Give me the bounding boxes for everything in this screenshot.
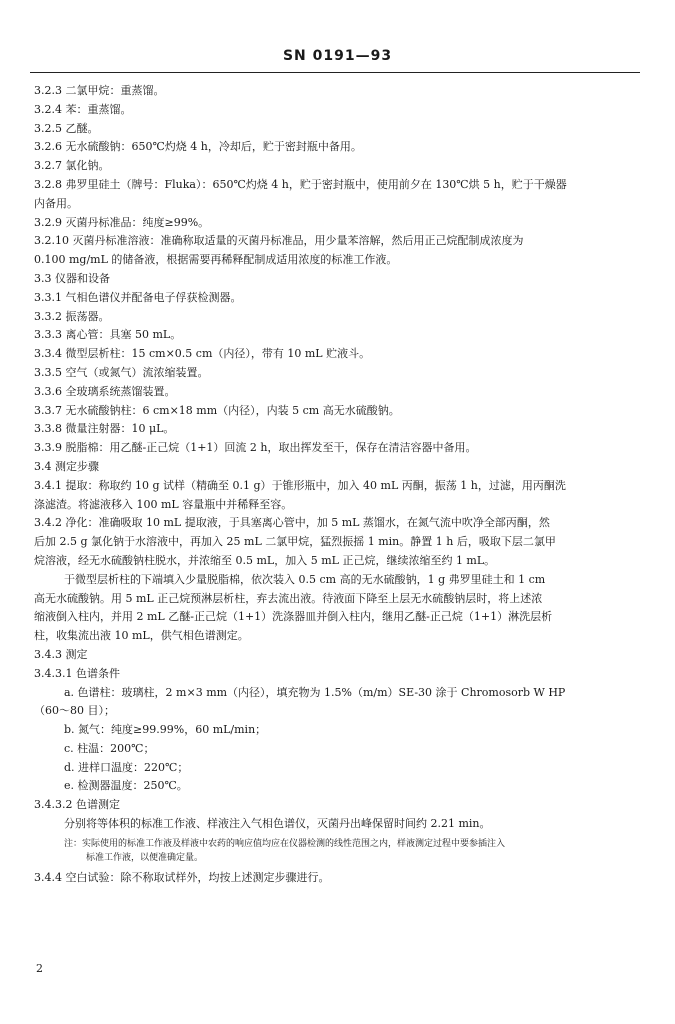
clause-3-3-3: 3.3.3 离心管：具塞 50 mL。 [34,328,182,342]
section-3-3-heading: 3.3 仪器和设备 [34,271,110,285]
clause-3-2-5: 3.2.5 乙醚。 [34,121,99,135]
cleanup-paragraph-cont: 缩液倒入柱内，并用 2 mL 乙醚-正己烷（1+1）洗涤器皿并倒入柱内，继用乙醚-正己烷（1+1）淋洗层析 [34,610,553,624]
condition-d: d. 进样口温度：220℃； [64,760,189,774]
clause-3-4-1: 3.4.1 提取：称取约 10 g 试样（精确至 0.1 g）于锥形瓶中，加入 40 mL 丙酮，振荡 1 h，过滤，用丙酮洗 [34,478,566,492]
clause-3-4-2-cont: 烷溶液，经无水硫酸钠柱脱水，并浓缩至 0.5 mL，加入 5 mL 正己烷，继续浓缩至约 1 mL。 [34,553,496,567]
clause-3-3-1: 3.3.1 气相色谱仪并配备电子俘获检测器。 [34,290,242,304]
clause-3-4-1-cont: 涤滤渣。将滤液移入 100 mL 容量瓶中并稀释至容。 [34,497,293,511]
condition-b: b. 氮气：纯度≥99.99%，60 mL/min； [64,723,267,737]
clause-3-2-3: 3.2.3 二氯甲烷：重蒸馏。 [34,84,165,97]
clause-3-4-2-cont: 后加 2.5 g 氯化钠于水溶液中，再加入 25 mL 二氯甲烷，猛烈振摇 1 min。静置 1 h 后，吸取下层二氯甲 [34,535,556,549]
standard-code-header: SN 0191—93 [282,48,393,64]
clause-3-2-10: 3.2.10 灭菌丹标准溶液：准确称取适量的灭菌丹标准品，用少量苯溶解，然后用正己烷配制成浓度为 [34,234,524,248]
clause-3-4-3-1: 3.4.3.1 色谱条件 [34,666,120,680]
clause-3-2-10-cont: 0.100 mg/mL 的储备液，根据需要再稀释配制成适用浓度的标准工作液。 [34,253,398,267]
clause-3-3-8: 3.3.8 微量注射器：10 μL。 [34,422,175,436]
clause-3-4-3: 3.4.3 测定 [34,647,88,661]
note-text: 注：实际使用的标准工作液及样液中农药的响应值均应在仪器检测的线性范围之内，样液测定过程中要参插注入 [64,838,506,849]
clause-3-4-2: 3.4.2 净化：准确吸取 10 mL 提取液，于具塞离心管中，加 5 mL 蒸馏水，在氮气流中吹净全部丙酮，然 [34,516,550,530]
clause-3-2-8: 3.2.8 弗罗里硅土（牌号：Fluka）：650℃灼烧 4 h，贮于密封瓶中，使用前夕在 130℃烘 5 h，贮于干燥器 [34,177,567,191]
clause-3-4-4: 3.4.4 空白试验：除不称取试样外，均按上述测定步骤进行。 [34,870,330,884]
section-3-4-heading: 3.4 测定步骤 [34,459,99,473]
cleanup-paragraph-cont: 柱，收集流出液 10 mL，供气相色谱测定。 [34,629,249,643]
clause-3-2-7: 3.2.7 氯化钠。 [34,159,110,173]
clause-3-4-3-2: 3.4.3.2 色谱测定 [34,798,120,812]
page-number: 2 [36,962,43,975]
clause-3-2-6: 3.2.6 无水硫酸钠：650℃灼烧 4 h，冷却后，贮于密封瓶中备用。 [34,140,362,154]
clause-3-3-6: 3.3.6 全玻璃系统蒸馏装置。 [34,384,176,398]
clause-3-3-7: 3.3.7 无水硫酸钠柱：6 cm×18 mm（内径），内装 5 cm 高无水硫酸钠。 [34,403,400,417]
clause-3-3-9: 3.3.9 脱脂棉：用乙醚-正己烷（1+1）回流 2 h，取出挥发至干，保存在清洁容器中备用。 [34,441,477,455]
cleanup-paragraph-cont: 高无水硫酸钠。用 5 mL 正己烷预淋层析柱，弃去流出液。待液面下降至上层无水硫酸钠层时，将上述浓 [34,591,543,605]
header-rule [30,72,640,73]
condition-e: e. 检测器温度：250℃。 [64,779,188,793]
clause-3-2-8-cont: 内备用。 [34,196,78,210]
note-text-cont: 标准工作液，以便准确定量。 [86,852,204,863]
clause-3-2-9: 3.2.9 灭菌丹标准品：纯度≥99%。 [34,215,210,229]
condition-a: a. 色谱柱：玻璃柱，2 m×3 mm（内径），填充物为 1.5%（m/m）SE-30 涂于 Chromosorb W HP [64,685,566,699]
clause-3-3-2: 3.3.2 振荡器。 [34,309,110,323]
clause-3-3-5: 3.3.5 空气（或氮气）流浓缩装置。 [34,365,209,379]
condition-a-cont: （60～80 目）； [34,704,115,718]
condition-c: c. 柱温：200℃； [64,741,155,755]
clause-3-2-4: 3.2.4 苯：重蒸馏。 [34,102,132,116]
document-body [34,82,634,888]
cleanup-paragraph: 于微型层析柱的下端填入少量脱脂棉，依次装入 0.5 cm 高的无水硫酸钠，1 g 弗罗里硅土和 1 cm [64,572,546,586]
measurement-paragraph: 分别将等体积的标准工作液、样液注入气相色谱仪，灭菌丹出峰保留时间约 2.21 min。 [64,817,491,831]
clause-3-3-4: 3.3.4 微型层析柱：15 cm×0.5 cm（内径），带有 10 mL 贮液斗。 [34,347,371,361]
